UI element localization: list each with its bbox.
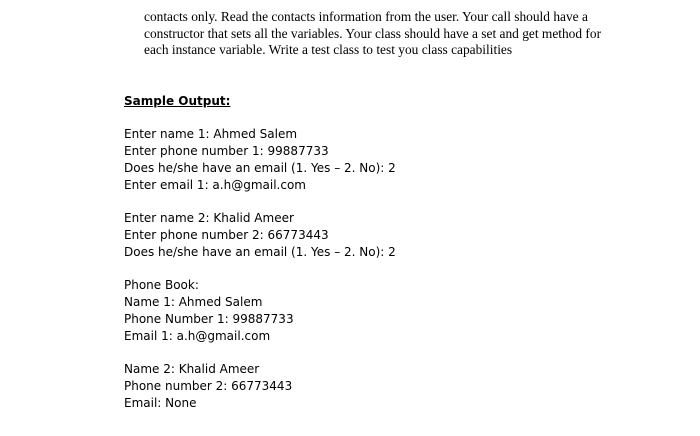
output-line: Enter name 2: Khalid Ameer [124,211,294,225]
sample-output-heading: Sample Output: [124,94,231,108]
output-line: Name 2: Khalid Ameer [124,362,260,376]
output-line: Phone Book: [124,278,199,292]
output-line: Enter phone number 2: 66773443 [124,228,329,242]
output-line: Email 1: a.h@gmail.com [124,329,271,343]
output-line: Enter phone number 1: 99887733 [124,144,329,158]
output-line: Name 1: Ahmed Salem [124,295,263,309]
instructions-paragraph [144,9,644,59]
output-line: Phone number 2: 66773443 [124,379,293,393]
output-line: Does he/she have an email (1. Yes – 2. No): 2 [124,161,396,175]
paragraph-line: contacts only. Read the contacts information from the user. Your call should have a [144,9,588,24]
paragraph-line: each instance variable. Write a test class to test you class capabilities [144,42,513,57]
output-line: Phone Number 1: 99887733 [124,312,294,326]
output-line: Enter name 1: Ahmed Salem [124,127,298,141]
output-line: Does he/she have an email (1. Yes – 2. No): 2 [124,245,396,259]
output-line: Email: None [124,396,197,410]
output-line: Enter email 1: a.h@gmail.com [124,178,306,192]
paragraph-line: constructor that sets all the variables. Your class should have a set and get method for [144,25,602,41]
